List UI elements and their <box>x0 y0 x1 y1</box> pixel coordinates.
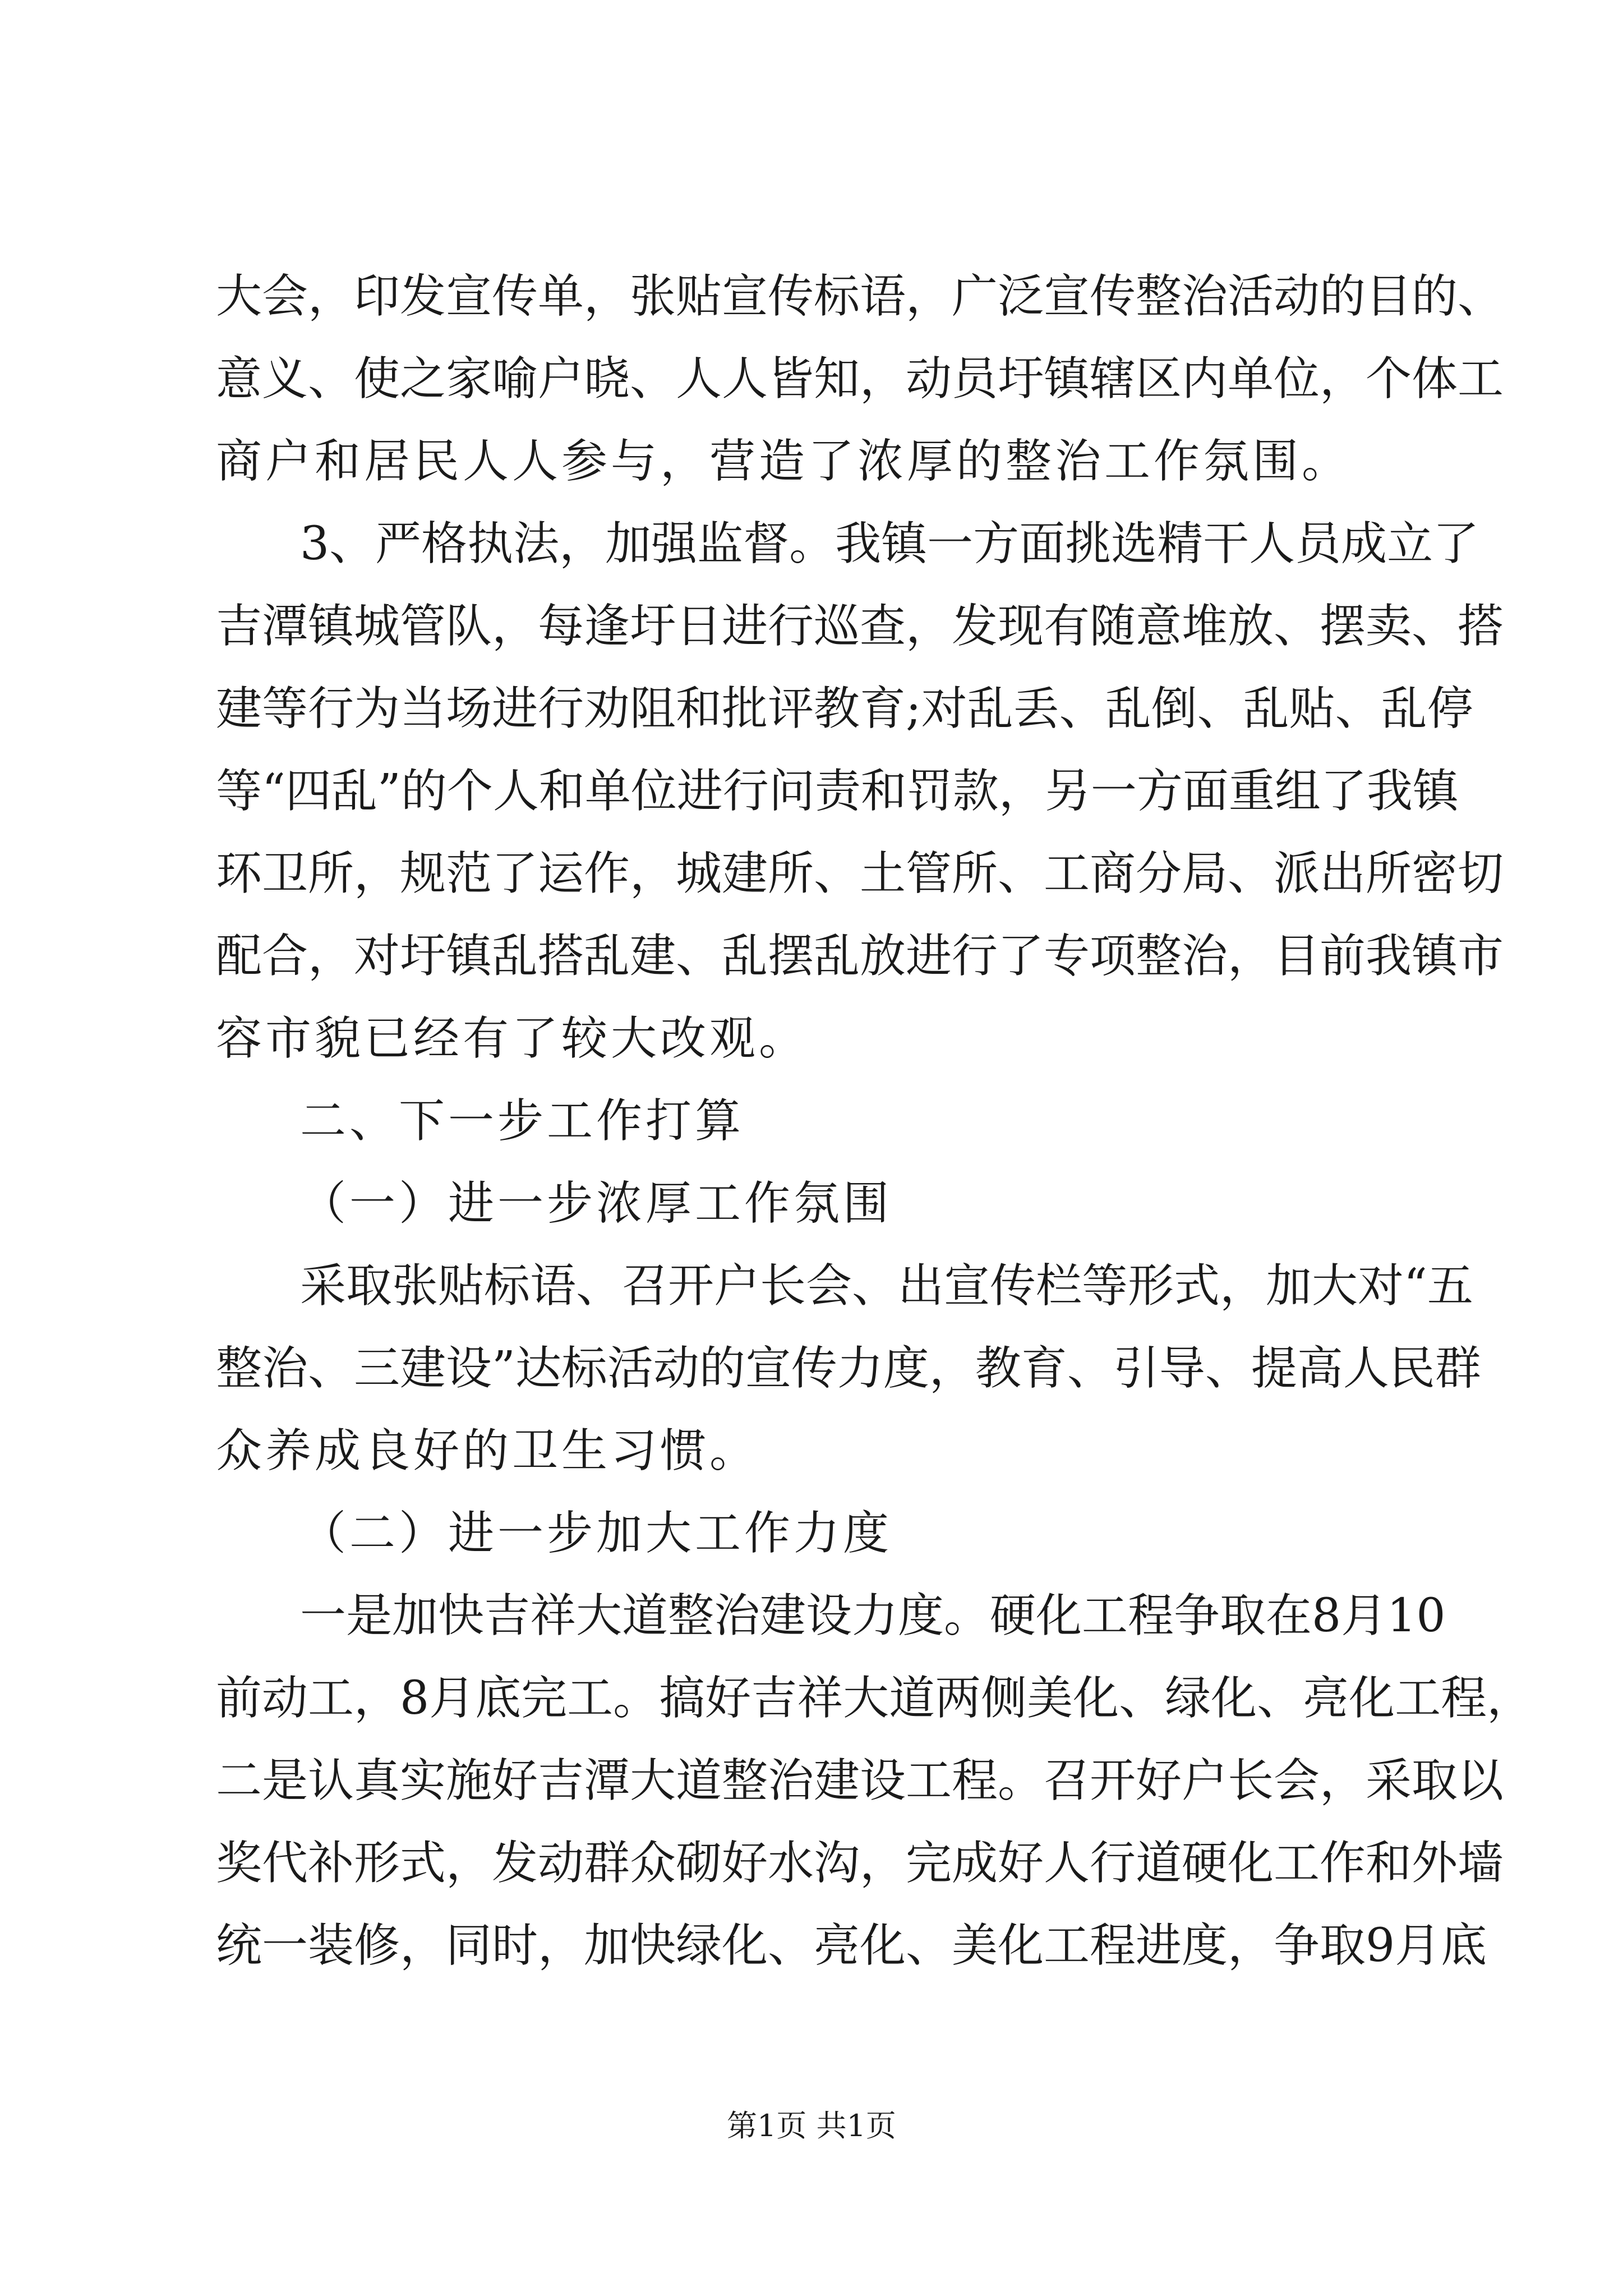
text-line: 等“四乱”的个人和单位进行问责和罚款，另一方面重组了我镇 <box>216 765 1459 818</box>
text-line: 奖代补形式，发动群众砌好水沟，完成好人行道硬化工作和外墙 <box>216 1837 1504 1890</box>
section-heading: 二、下一步工作打算 <box>300 1094 745 1148</box>
text-line: 容市貌已经有了较大改观。 <box>216 1012 809 1065</box>
body-text <box>216 255 1533 1987</box>
text-line: 前动工，8月底完工。搞好吉祥大道两侧美化、绿化、亮化工程， <box>216 1672 1533 1725</box>
text-line: 一是加快吉祥大道整治建设力度。硬化工程争取在8月10 <box>300 1589 1446 1642</box>
subsection-heading: （一）进一步浓厚工作氛围 <box>300 1177 893 1230</box>
text-line: 众养成良好的卫生习惯。 <box>216 1424 759 1478</box>
paragraph-heading-3: 3、严格执法，加强监督。我镇一方面挑选精干人员成立了 <box>300 517 1479 570</box>
text-line: 采取张贴标语、召开户长会、出宣传栏等形式，加大对“五 <box>300 1259 1473 1313</box>
text-line: 吉潭镇城管队，每逢圩日进行巡查，发现有随意堆放、摆卖、搭 <box>216 600 1504 653</box>
page-number: 第1页 共1页 <box>727 2108 896 2143</box>
text-line: 建等行为当场进行劝阻和批评教育;对乱丢、乱倒、乱贴、乱停 <box>216 682 1473 735</box>
text-line: 二是认真实施好吉潭大道整治建设工程。召开好户长会，采取以 <box>216 1754 1504 1807</box>
subsection-heading: （二）进一步加大工作力度 <box>300 1507 893 1560</box>
text-line: 大会，印发宣传单，张贴宣传标语，广泛宣传整治活动的目的、 <box>216 270 1504 323</box>
text-line: 意义、使之家喻户晓、人人皆知，动员圩镇辖区内单位，个体工 <box>216 352 1504 406</box>
text-line: 环卫所，规范了运作，城建所、土管所、工商分局、派出所密切 <box>216 847 1504 900</box>
text-line: 统一装修，同时，加快绿化、亮化、美化工程进度，争取9月底 <box>216 1919 1487 1972</box>
text-line: 配合，对圩镇乱搭乱建、乱摆乱放进行了专项整治，目前我镇市 <box>216 930 1504 983</box>
text-line: 商户和居民人人参与，营造了浓厚的整治工作氛围。 <box>216 435 1352 488</box>
text-line: 整治、三建设”达标活动的宣传力度，教育、引导、提高人民群 <box>216 1342 1481 1395</box>
